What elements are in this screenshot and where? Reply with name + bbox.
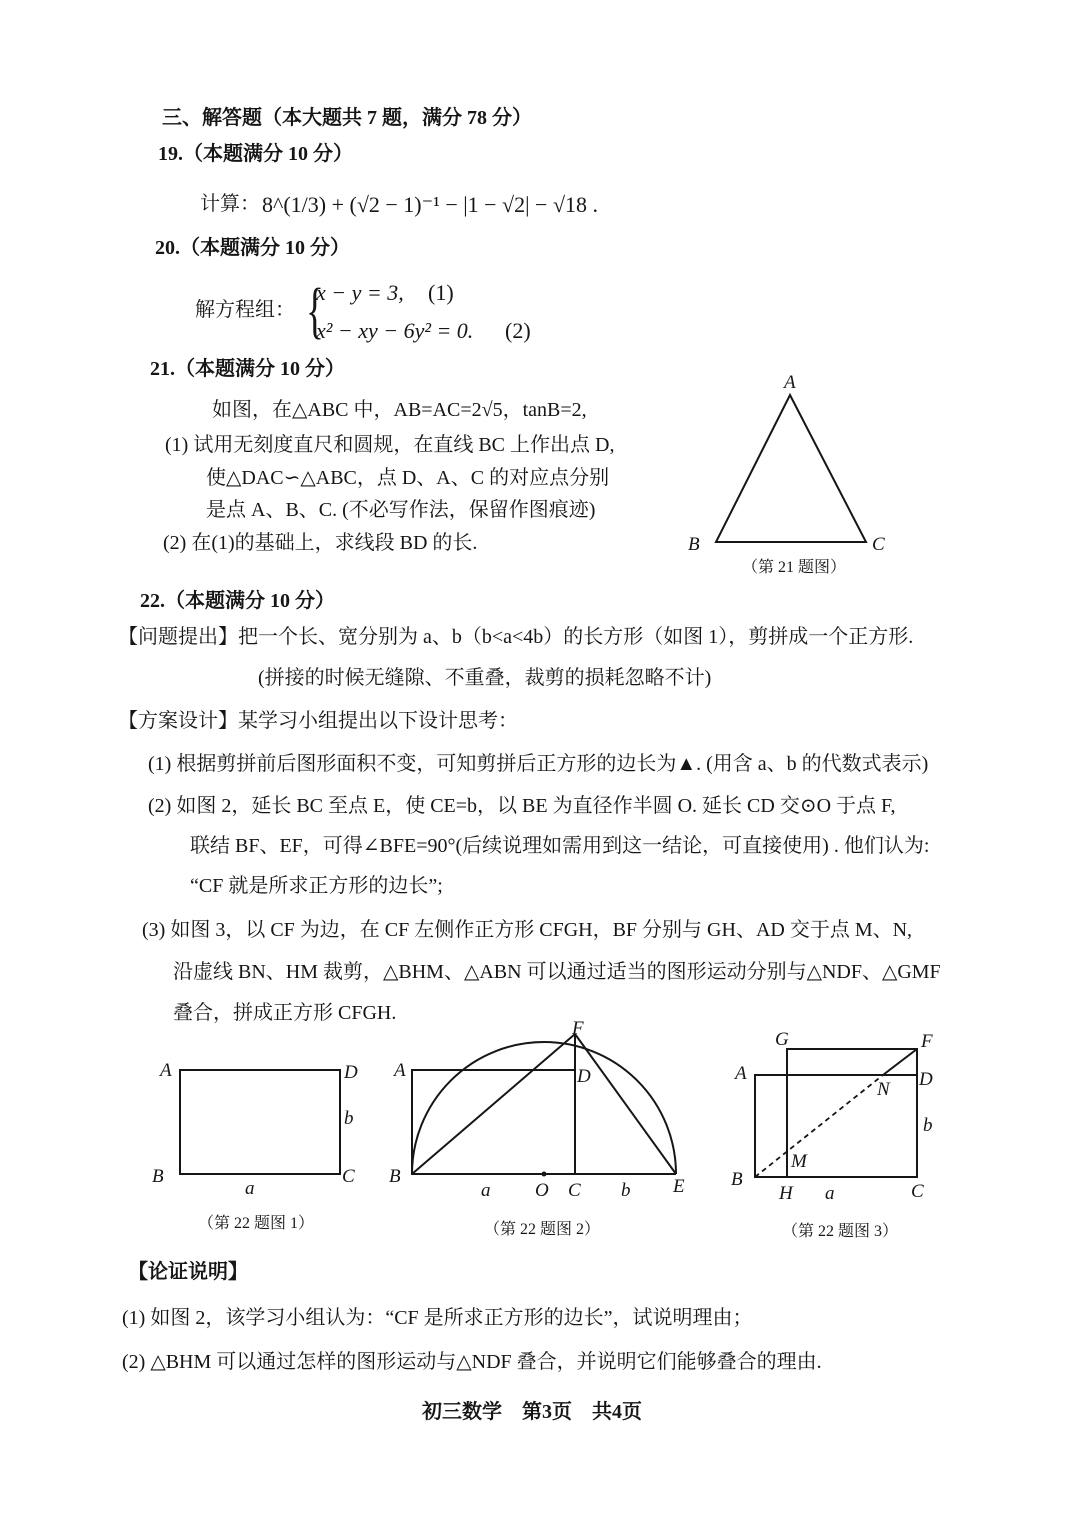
figure-label: C [911,1181,924,1202]
q20-prompt: 解方程组： [195,299,295,321]
figure-label: N [877,1079,890,1100]
figure-label: b [621,1180,631,1200]
q20-header: 20.（本题满分 10 分） [155,237,350,259]
q21-line3: 使△DAC∽△ABC，点 D、A、C 的对应点分别 [206,467,610,489]
figure-label: a [481,1180,491,1200]
figure-label: a [245,1178,255,1199]
q21-header: 21.（本题满分 10 分） [150,358,345,380]
figure-label: D [344,1062,358,1083]
q22-problem-note: (拼接的时候无缝隙、不重叠，裁剪的损耗忽略不计) [258,667,712,689]
q21-line2: (1) 试用无刻度直尺和圆规，在直线 BC 上作出点 D, [165,434,615,456]
figure-label: A [160,1060,172,1081]
figure-label: B [731,1169,743,1190]
figure-label: E [673,1176,685,1197]
q20-eq2: x² − xy − 6y² = 0. [316,318,474,343]
q22-design-1: (1) 根据剪拼前后图形面积不变，可知剪拼后正方形的边长为▲. (用含 a、b 的代数式表示) [148,753,929,775]
q19-expression: 8^(1/3) + (√2 − 1)⁻¹ − |1 − √2| − √18 . [262,192,599,217]
label-a: A [784,372,796,393]
q22-figure-1 [150,1050,370,1200]
q21-figure-caption: （第 21 题图） [742,559,847,576]
figure-label: D [919,1069,933,1090]
q20-eq1-tag: (1) [428,280,454,305]
q22-figure-1-caption: （第 22 题图 1） [198,1215,315,1232]
figure-label: B [152,1166,164,1187]
figure-label: C [342,1166,355,1187]
q21-line1: 如图，在△ABC 中，AB=AC=2√5，tanB=2, [212,399,587,421]
q20-eq2-tag: (2) [505,318,531,343]
figure-label: A [394,1060,406,1081]
q22-design-3a: (3) 如图 3，以 CF 为边，在 CF 左侧作正方形 CFGH，BF 分别与 GH、AD 交于点 M、N, [142,919,913,941]
q19-prompt: 计算： [200,193,260,215]
q21-triangle-figure [680,370,900,560]
q22-design-3c: 叠合，拼成正方形 CFGH. [173,1002,397,1024]
figure-label: F [572,1020,584,1039]
q22-design-2a: (2) 如图 2，延长 BC 至点 E，使 CE=b，以 BE 为直径作半圆 O. 延长 CD 交⊙O 于点 F, [148,795,896,817]
q22-design-2b: 联结 BF、EF，可得∠BFE=90°(后续说理如需用到这一结论，可直接使用) . 他们认为: [190,835,930,857]
figure-label: D [577,1066,591,1087]
q21-line5: (2) 在(1)的基础上，求线段 BD 的长. [163,532,478,554]
q22-proof-title: 【论证说明】 [128,1261,248,1283]
figure-label: a [825,1183,835,1204]
q22-design-2c: “CF 就是所求正方形的边长”; [190,875,443,897]
brace-icon: { [305,277,324,345]
q19-header: 19.（本题满分 10 分） [158,143,353,165]
figure-label: H [779,1183,793,1204]
figure-label: G [775,1029,789,1050]
q22-figure-2-caption: （第 22 题图 2） [484,1221,601,1238]
figure-label: O [535,1180,549,1200]
q22-design-3b: 沿虚线 BN、HM 裁剪，△BHM、△ABN 可以通过适当的图形运动分别与△NDF、△GMF [173,961,941,983]
label-b: B [688,534,700,555]
figure-label: A [735,1063,747,1084]
q22-figure-3 [725,1025,965,1210]
figure-label: b [344,1108,354,1129]
figure-label: B [389,1166,401,1187]
q22-design-title: 【方案设计】某学习小组提出以下设计思考： [118,710,518,732]
figure-label: b [923,1115,933,1136]
q22-header: 22.（本题满分 10 分） [140,590,335,612]
figure-label: C [568,1180,581,1200]
section-title: 三、解答题（本大题共 7 题，满分 78 分） [162,107,532,129]
figure-label: M [791,1151,807,1172]
q22-problem: 【问题提出】把一个长、宽分别为 a、b（b<a<4b）的长方形（如图 1），剪拼成一个正方形. [118,626,914,648]
label-c: C [872,534,885,555]
q22-figure-3-caption: （第 22 题图 3） [782,1223,899,1240]
q20-eq1: x − y = 3, [316,280,404,305]
page-footer: 初三数学 第3页 共4页 [422,1401,642,1423]
q22-figure-2 [385,1020,705,1200]
q22-proof-1: (1) 如图 2，该学习小组认为：“CF 是所求正方形的边长”，试说明理由； [122,1307,753,1329]
figure-label: F [921,1031,933,1052]
q21-line4: 是点 A、B、C. (不必写作法，保留作图痕迹) [206,499,596,521]
q22-proof-2: (2) △BHM 可以通过怎样的图形运动与△NDF 叠合，并说明它们能够叠合的理由. [122,1351,822,1373]
